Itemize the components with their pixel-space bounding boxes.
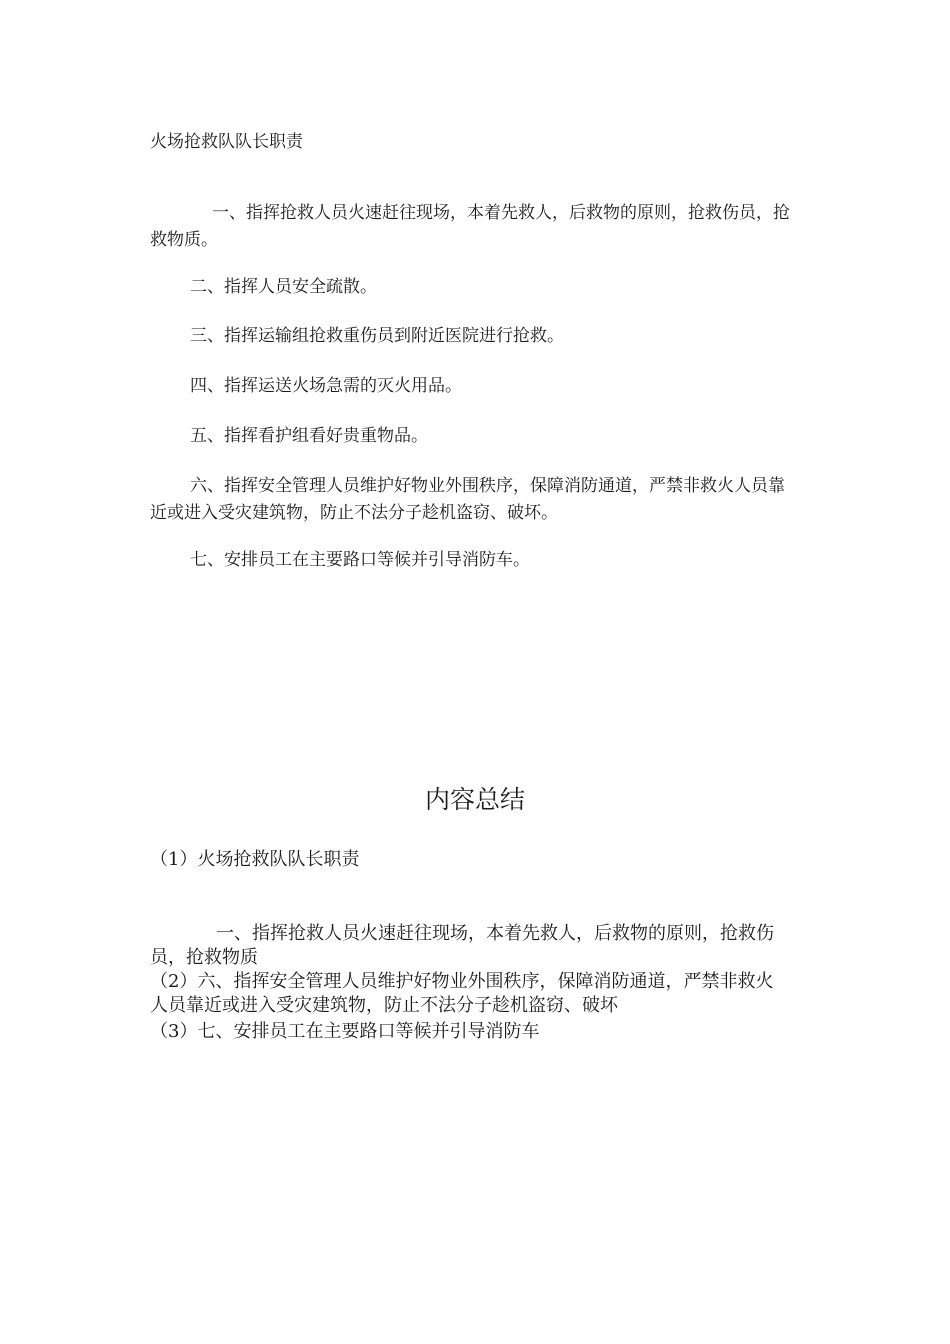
- summary-heading: 内容总结: [424, 785, 525, 814]
- summary-line-1: （1）火场抢救队队长职责: [150, 849, 360, 870]
- paragraph-5: 五、指挥看护组看好贵重物品。: [190, 426, 428, 446]
- paragraph-7: 七、安排员工在主要路口等候并引导消防车。: [190, 550, 530, 570]
- summary-line-2: 一、指挥抢救人员火速赶往现场，本着先救人，后救物的原则，抢救伤员，抢救物质: [150, 923, 774, 968]
- paragraph-4: 四、指挥运送火场急需的灭火用品。: [190, 376, 462, 396]
- paragraph-6: 六、指挥安全管理人员维护好物业外围秩序，保障消防通道，严禁非救火人员靠近或进入受灾建筑物，防止不法分子趁机盗窃、破坏。: [150, 476, 785, 523]
- paragraph-3: 三、指挥运输组抢救重伤员到附近医院进行抢救。: [190, 326, 564, 346]
- summary-line-4: （3）七、安排员工在主要路口等候并引导消防车: [150, 1021, 540, 1042]
- summary-line-3: （2）六、指挥安全管理人员维护好物业外围秩序，保障消防通道，严禁非救火人员靠近或进入受灾建筑物，防止不法分子趁机盗窃、破坏: [150, 971, 774, 1016]
- document-title: 火场抢救队队长职责: [150, 132, 303, 152]
- paragraph-2: 二、指挥人员安全疏散。: [190, 277, 377, 297]
- paragraph-1: 一、指挥抢救人员火速赶往现场，本着先救人，后救物的原则，抢救伤员，抢救物质。: [150, 203, 790, 250]
